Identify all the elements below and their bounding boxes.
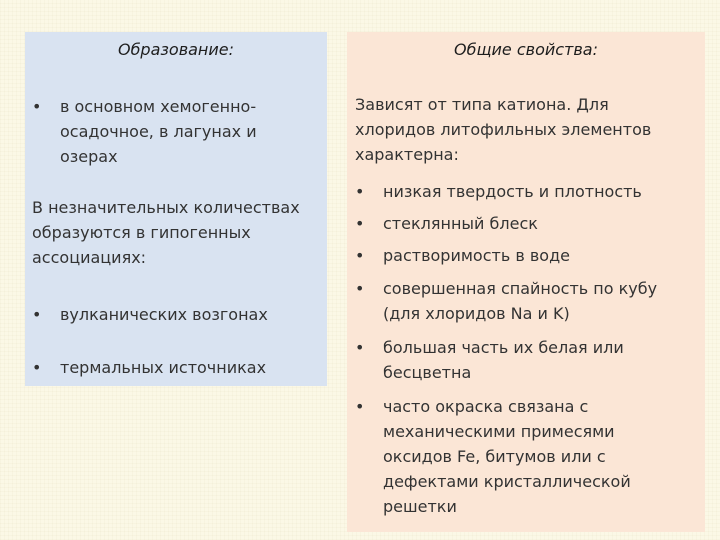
bullet-dot: •	[355, 214, 365, 233]
properties-bullet	[355, 179, 695, 204]
bullet-dot: •	[32, 97, 42, 116]
formation-minor-bullet-text: термальных источниках	[60, 358, 267, 377]
properties-bullet-text: низкая твердость и плотность	[383, 182, 642, 201]
properties-intro: Зависят от типа катиона. Для хлоридов литофильных элементов характерна:	[355, 95, 652, 164]
formation-panel	[25, 32, 327, 386]
formation-minor-text: В незначительных количествах образуются в гипогенных ассоциациях:	[32, 198, 300, 267]
formation-main-bullet	[32, 94, 302, 169]
formation-minor-bullet	[32, 302, 322, 327]
bullet-dot: •	[355, 246, 365, 265]
bullet-dot: •	[355, 279, 365, 298]
formation-heading: Образование:	[117, 40, 235, 59]
properties-bullet-text: стеклянный блеск	[383, 214, 538, 233]
properties-bullet	[355, 276, 669, 326]
bullet-dot: •	[355, 338, 365, 357]
formation-minor-bullet-text: вулканических возгонах	[60, 305, 268, 324]
properties-bullet-text: большая часть их белая или бесцветна	[383, 338, 624, 382]
formation-main-bullet-text: в основном хемогенно-осадочное, в лагунах и озерах	[60, 97, 257, 166]
properties-bullet-text: растворимость в воде	[383, 246, 570, 265]
properties-bullet	[355, 335, 655, 385]
bullet-dot: •	[355, 397, 365, 416]
properties-bullet-text: совершенная спайность по кубу (для хлоридов Na и K)	[383, 279, 658, 323]
formation-minor-bullet	[32, 355, 322, 380]
bullet-dot: •	[32, 305, 42, 324]
bullet-dot: •	[32, 358, 42, 377]
properties-heading: Общие свойства:	[453, 40, 598, 59]
properties-bullet	[355, 243, 695, 268]
bullet-dot: •	[355, 182, 365, 201]
properties-bullet	[355, 394, 665, 519]
properties-bullet	[355, 211, 695, 236]
properties-panel	[347, 32, 705, 532]
properties-bullet-text: часто окраска связана с механическими примесями оксидов Fe, битумов или с дефектами кристаллической решетки	[383, 397, 631, 516]
